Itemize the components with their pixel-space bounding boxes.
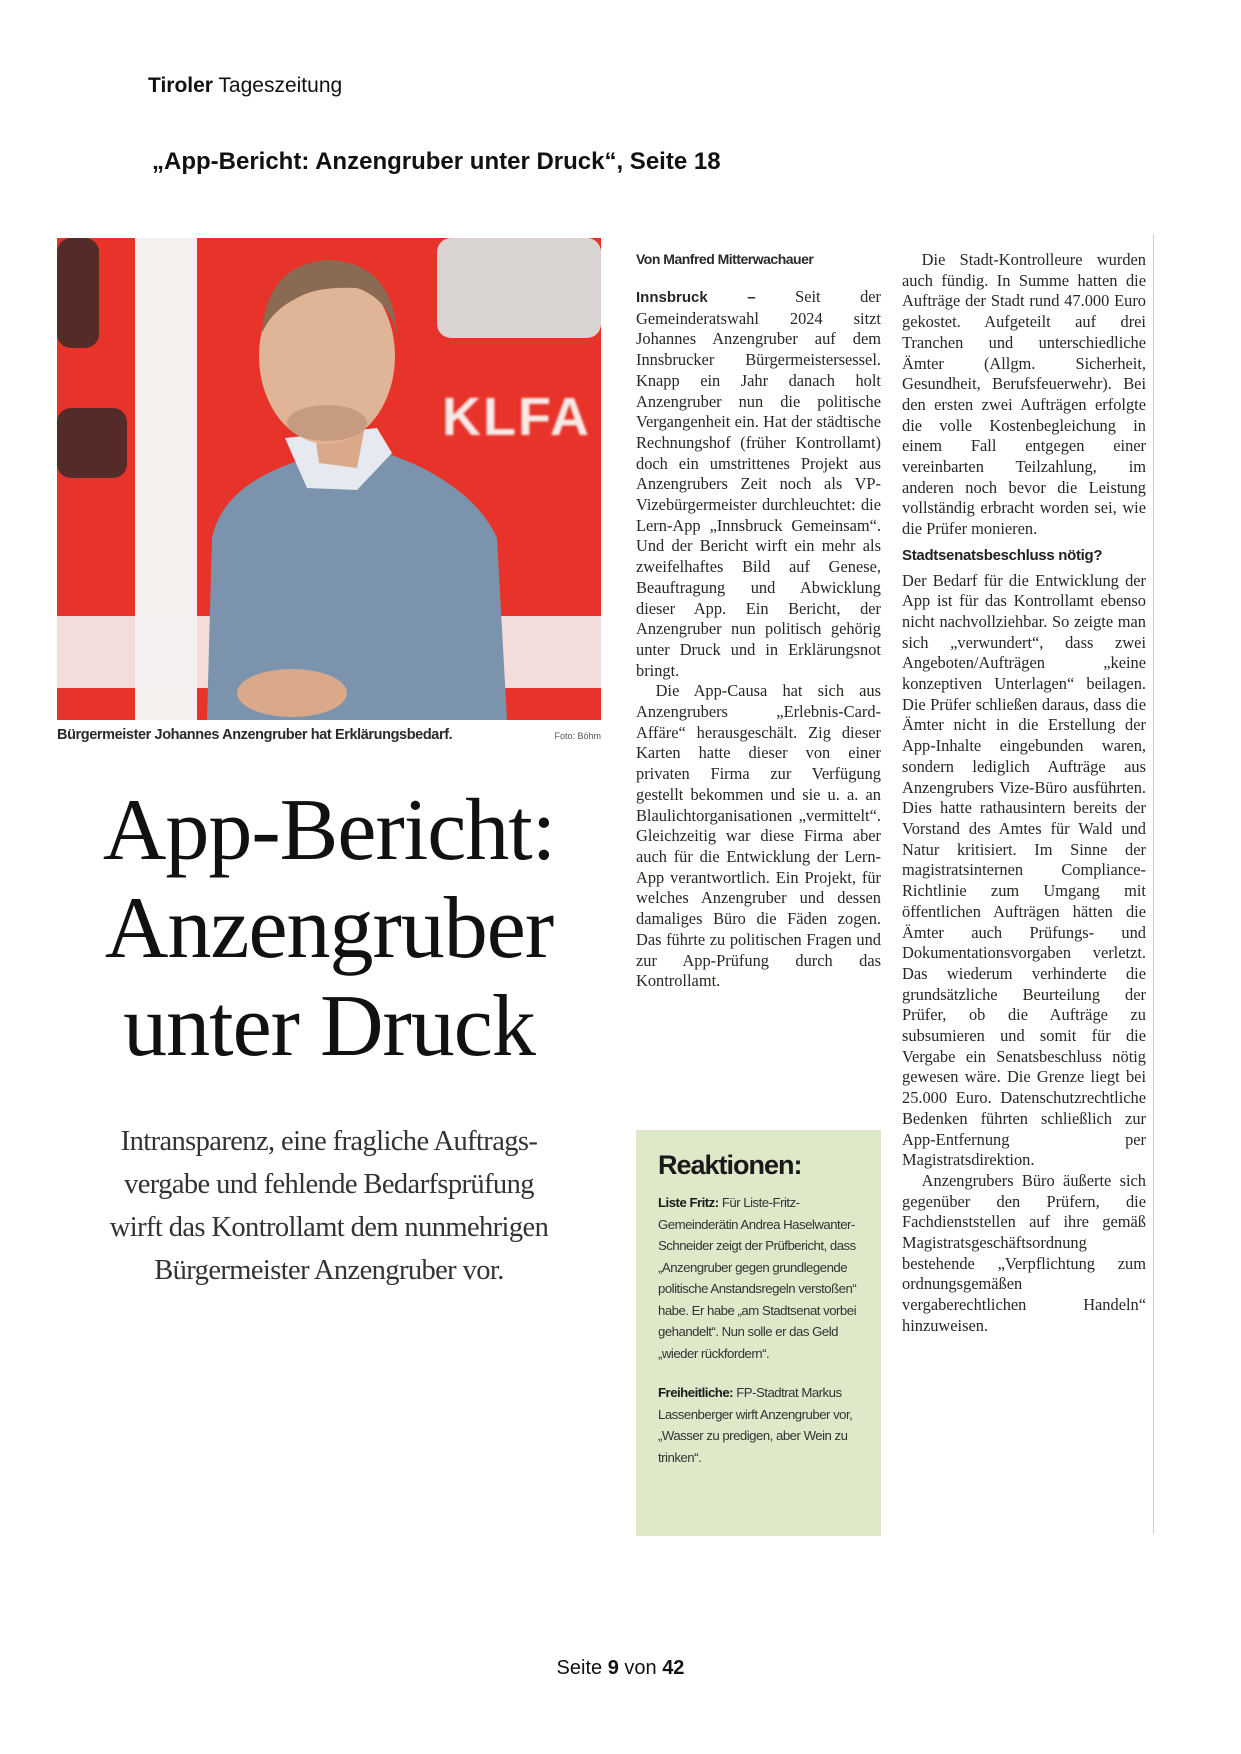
article-paragraph-text: Seit der Gemeinderatswahl 2024 sitzt Johannes Anzengruber auf dem Innsbrucker Bürgermeistersessel. Knapp ein Jahr danach holt Anzengruber nun die politische Vergangenheit ein. Hat der städtische Rechnungshof (früher Kontrollamt) doch ein umstrittenes Projekt aus Anzengrubers Zeit noch als VP-Vizebürgermeister durchleuchtet: die Lern-App „Innsbruck Gemeinsam“. Und der Bericht wirft ein mehr als zweifelhaftes Bild auf Genese, Beauftragung und Abwicklung dieser App. Ein Bericht, der Anzengruber nun politisch gehörig unter Druck und in Erklärungsnot bringt. xyxy=(636,287,881,680)
page-number-current: 9 xyxy=(607,1657,619,1679)
reactions-box xyxy=(636,1130,881,1536)
headline-line: App-Bericht: xyxy=(102,782,556,879)
lead-line: Intransparenz, eine fragliche Auftrags- xyxy=(120,1126,538,1157)
headline-line: Anzengruber xyxy=(104,880,554,977)
article-column-1 xyxy=(636,250,881,992)
byline: Von Manfred Mitterwachauer xyxy=(636,251,814,267)
reaction-label: Freiheitliche: xyxy=(658,1385,734,1400)
headline xyxy=(57,782,601,1076)
headline-line: unter Druck xyxy=(123,978,535,1075)
person-hands xyxy=(237,669,347,717)
reaction-text: FP-Stadtrat Markus Lassenberger wirft Anzengruber vor, „Wasser zu predigen, aber Wein zu trinken“. xyxy=(658,1385,853,1465)
publication-name-rest: Tageszeitung xyxy=(212,74,343,97)
article-reference: „App-Bericht: Anzengruber unter Druck“, Seite 18 xyxy=(152,148,721,175)
article-column-2 xyxy=(902,250,1146,1337)
reaction-label: Liste Fritz: xyxy=(658,1195,719,1210)
photo-caption xyxy=(57,727,601,743)
page-number xyxy=(0,1657,1241,1680)
photo-vehicle-lettering: KLFA xyxy=(442,387,591,447)
reaction-item xyxy=(658,1382,859,1468)
reaction-text: Für Liste-Fritz-Gemeinderätin Andrea Haselwanter-Schneider zeigt der Prüfbericht, dass „Anzengruber gegen grundlegende politische Anstandsregeln verstoßen“ habe. Er habe „am Stadtsenat vorbei gehandelt“. Nun solle er das Geld „wieder rückfordern“. xyxy=(658,1195,857,1361)
article-paragraph: Der Bedarf für die Entwicklung der App ist für das Kontrollamt ebenso nicht nachvollziehbar. So zeigte man sich „verwundert“, dass zwei Angeboten/Aufträgen „keine konzeptiven Unterlagen“ beilagen. Die Prüfer schließen daraus, dass die Ämter nicht in die Erstellung der App-Inhalte eingebunden waren, sondern lediglich Aufträge aus Anzengrubers Vize-Büro ausführten. Dies hatte rathausintern bereits der Vorstand des Amtes für Wald und Natur kritisiert. Im Sinne der magistratsinternen Compliance-Richtlinie zum Umgang mit öffentlichen Aufträgen hätten die Ämter auch Prüfungs- und Dokumentationsvorgaben verletzt. Das wiederum verhinderte die grundsätzliche Beurteilung der Prüfer, ob die Aufträge zu subsumieren und somit für die Vergabe ein Senatsbeschluss nötig gewesen wäre. Die Grenze liegt bei 25.000 Euro. Datenschutzrechtliche Bedenken führten schließlich zur App-Entfernung per Magistratsdirektion. xyxy=(902,570,1146,1170)
reaction-item xyxy=(658,1192,859,1364)
article-paragraph: Die App-Causa hat sich aus Anzengrubers „Erlebnis-Card-Affäre“ herausgeschält. Zig dieser Karten hatte dieser von einer privaten Firma zur Verfügung gestellt bekommen und sie u. a. an Blaulichtorganisationen „vermittelt“. Gleichzeitig war diese Firma aber auch für die Entwicklung der Lern-App verantwortlich. Ein Projekt, für welches Anzengruber und dessen damaliges Büro die Fäden zogen. Das führte zu politischen Fragen und zur App-Prüfung durch das Kontrollamt. xyxy=(636,681,881,991)
article-paragraph: Die Stadt-Kontrolleure wurden auch fündig. In Summe hatten die Aufträge der Stadt rund 47.000 Euro gekostet. Aufgeteilt auf drei Tranchen und unterschiedliche Ämter (Allgm. Sicherheit, Gesundheit, Berufsfeuerwehr). Bei den ersten zwei Aufträgen erfolgte die volle Kostenbegleichung in einem Fall entgegen einer vereinbarten Teilzahlung, im anderen noch bevor die Leistung vollständig erbracht worden sei, wie die Prüfer monieren. xyxy=(902,250,1146,539)
subheading: Stadtsenatsbeschluss nötig? xyxy=(902,546,1103,564)
reactions-title: Reaktionen: xyxy=(658,1150,802,1180)
photo-credit: Foto: Böhm xyxy=(554,731,601,741)
photo-caption-text: Bürgermeister Johannes Anzengruber hat Erklärungsbedarf. xyxy=(57,727,453,743)
dateline: Innsbruck – xyxy=(636,289,756,306)
article-photo xyxy=(57,238,601,720)
article-paragraph: Anzengrubers Büro äußerte sich gegenüber den Prüfern, die Fachdienststellen auf ihre gemäß Magistratsgeschäftsordnung bestehende „Verpflichtung zum ordnungsgemäßen vergaberechtlichen Handeln“ hinzuweisen. xyxy=(902,1170,1146,1335)
page-number-total: 42 xyxy=(662,1657,685,1679)
lead-line: Bürgermeister Anzengruber vor. xyxy=(154,1255,504,1286)
lead-line: wirft das Kontrollamt dem nunmehrigen xyxy=(109,1212,549,1243)
page-number-middle: von xyxy=(618,1657,663,1679)
publication-name xyxy=(148,74,342,98)
person-figure xyxy=(57,238,601,720)
lead-line: vergabe und fehlende Bedarfsprüfung xyxy=(124,1169,534,1200)
person-beard xyxy=(287,405,367,441)
lead-paragraph xyxy=(57,1120,601,1292)
column-divider xyxy=(1153,234,1154,1534)
page-number-prefix: Seite xyxy=(556,1657,608,1679)
publication-name-bold: Tiroler xyxy=(148,74,213,97)
article-paragraph xyxy=(636,287,881,681)
